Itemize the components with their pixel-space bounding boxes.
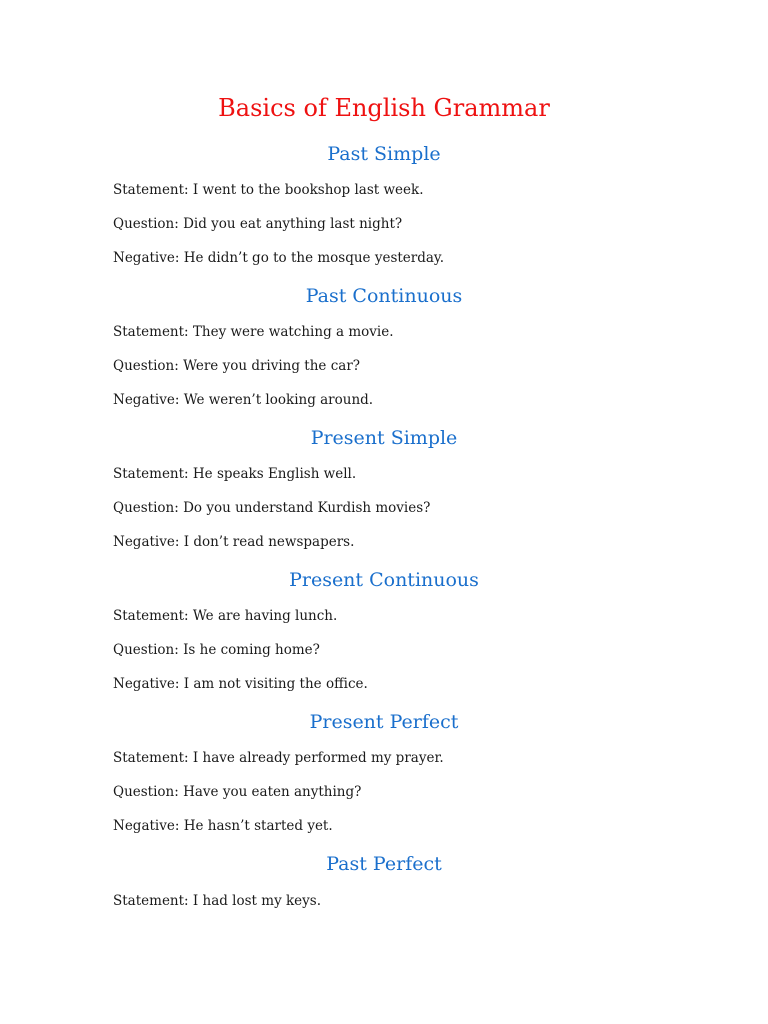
question-line: Question: Did you eat anything last night?	[113, 216, 403, 232]
question-line: Question: Is he coming home?	[113, 642, 320, 658]
page-title: Basics of English Grammar	[218, 94, 550, 122]
question-line: Question: Were you driving the car?	[113, 358, 361, 374]
negative-line: Negative: He hasn’t started yet.	[113, 818, 333, 834]
negative-line: Negative: We weren’t looking around.	[113, 392, 374, 408]
negative-line: Negative: I am not visiting the office.	[113, 676, 368, 692]
negative-line: Negative: I don’t read newspapers.	[113, 534, 355, 550]
question-line: Question: Do you understand Kurdish movies?	[113, 500, 431, 516]
negative-line: Negative: He didn’t go to the mosque yesterday.	[113, 250, 445, 266]
statement-line: Statement: I had lost my keys.	[113, 893, 322, 909]
statement-line: Statement: They were watching a movie.	[113, 324, 394, 340]
section-heading-present-simple: Present Simple	[310, 427, 458, 449]
statement-line: Statement: He speaks English well.	[113, 466, 357, 482]
question-line: Question: Have you eaten anything?	[113, 784, 362, 800]
statement-line: Statement: I went to the bookshop last week.	[113, 182, 424, 198]
section-heading-past-continuous: Past Continuous	[305, 285, 463, 307]
statement-line: Statement: I have already performed my prayer.	[113, 750, 444, 766]
section-heading-past-simple: Past Simple	[327, 143, 441, 165]
section-heading-past-perfect: Past Perfect	[326, 853, 442, 875]
section-heading-present-perfect: Present Perfect	[309, 711, 459, 733]
statement-line: Statement: We are having lunch.	[113, 608, 338, 624]
section-heading-present-continuous: Present Continuous	[289, 569, 479, 591]
